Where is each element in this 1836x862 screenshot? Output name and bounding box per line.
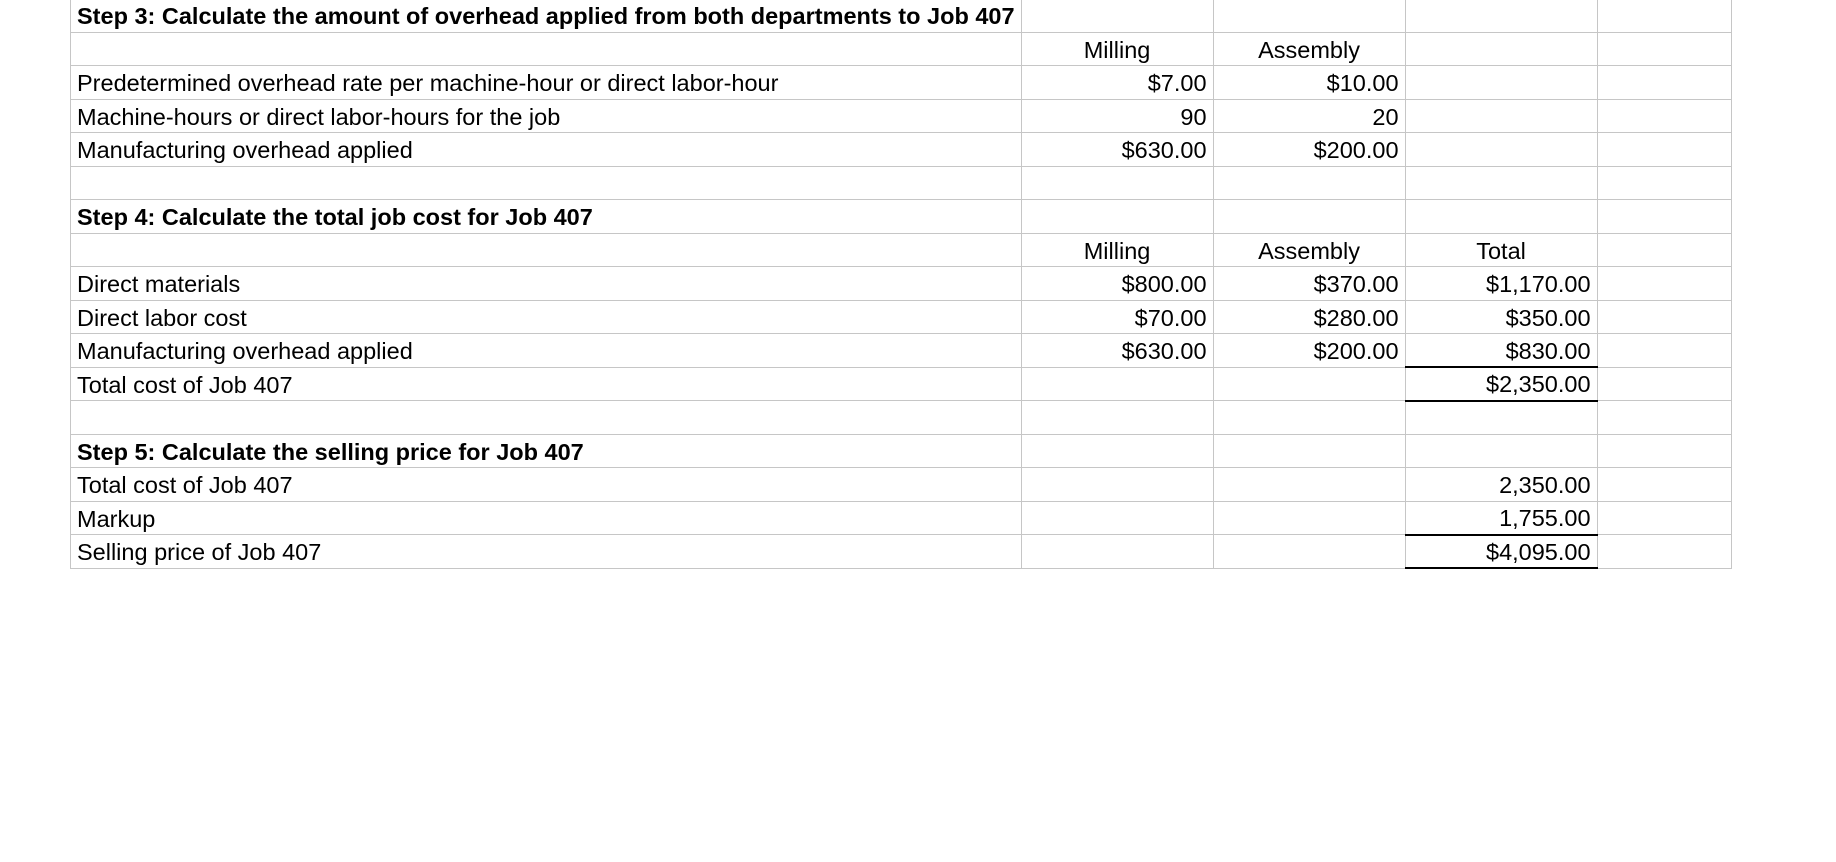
cell[interactable] [1021, 434, 1213, 468]
cell[interactable] [1597, 233, 1731, 267]
table-row [71, 334, 1732, 368]
cell[interactable] [1597, 66, 1731, 100]
table-row [71, 99, 1732, 133]
step3-col-milling[interactable]: Milling [1021, 32, 1213, 66]
step3-title[interactable]: Step 3: Calculate the amount of overhead applied from both departments to Job 407 [71, 0, 1022, 32]
table-row [71, 468, 1732, 502]
row-label[interactable]: Direct labor cost [71, 300, 1022, 334]
cell[interactable] [1213, 535, 1405, 569]
cell[interactable] [1021, 501, 1213, 535]
cell[interactable] [1405, 32, 1597, 66]
milling-value[interactable]: $7.00 [1021, 66, 1213, 100]
assembly-value[interactable]: $10.00 [1213, 66, 1405, 100]
cell[interactable] [71, 32, 1022, 66]
cell[interactable] [1597, 501, 1731, 535]
cell[interactable] [1405, 166, 1597, 200]
cell[interactable] [1597, 32, 1731, 66]
cell[interactable] [1021, 200, 1213, 234]
cell[interactable] [71, 166, 1022, 200]
milling-value[interactable]: $630.00 [1021, 334, 1213, 368]
table-row [71, 66, 1732, 100]
table-row [71, 0, 1732, 32]
row-label[interactable]: Direct materials [71, 267, 1022, 301]
cell[interactable] [1213, 501, 1405, 535]
cell[interactable] [1405, 66, 1597, 100]
step4-col-total[interactable]: Total [1405, 233, 1597, 267]
cell[interactable] [1405, 200, 1597, 234]
total-value[interactable]: 2,350.00 [1405, 468, 1597, 502]
cell[interactable] [1213, 401, 1405, 435]
row-label[interactable]: Selling price of Job 407 [71, 535, 1022, 569]
table-row [71, 200, 1732, 234]
cell[interactable] [1597, 133, 1731, 167]
cell[interactable] [1213, 468, 1405, 502]
table-row [71, 367, 1732, 401]
cell[interactable] [1213, 367, 1405, 401]
row-label[interactable]: Predetermined overhead rate per machine-hour or direct labor-hour [71, 66, 1022, 100]
milling-value[interactable]: 90 [1021, 99, 1213, 133]
table-row [71, 233, 1732, 267]
cell[interactable] [1597, 434, 1731, 468]
total-value[interactable]: $2,350.00 [1405, 367, 1597, 401]
cell[interactable] [1597, 468, 1731, 502]
row-label[interactable]: Manufacturing overhead applied [71, 133, 1022, 167]
milling-value[interactable]: $630.00 [1021, 133, 1213, 167]
cell[interactable] [1597, 267, 1731, 301]
cell[interactable] [1405, 434, 1597, 468]
table-row [71, 434, 1732, 468]
cell[interactable] [1597, 535, 1731, 569]
total-value[interactable]: $830.00 [1405, 334, 1597, 368]
table-row [71, 267, 1732, 301]
total-value[interactable]: $1,170.00 [1405, 267, 1597, 301]
assembly-value[interactable]: $370.00 [1213, 267, 1405, 301]
cell[interactable] [1021, 367, 1213, 401]
step4-col-assembly[interactable]: Assembly [1213, 233, 1405, 267]
row-label[interactable]: Total cost of Job 407 [71, 367, 1022, 401]
cell[interactable] [1597, 367, 1731, 401]
cell[interactable] [1597, 166, 1731, 200]
cell[interactable] [1021, 166, 1213, 200]
cell[interactable] [1021, 0, 1213, 32]
row-label[interactable]: Machine-hours or direct labor-hours for the job [71, 99, 1022, 133]
cell[interactable] [1405, 0, 1597, 32]
cell[interactable] [1597, 401, 1731, 435]
step5-title[interactable]: Step 5: Calculate the selling price for Job 407 [71, 434, 1022, 468]
cell[interactable] [1405, 401, 1597, 435]
cell[interactable] [71, 233, 1022, 267]
cell[interactable] [1405, 99, 1597, 133]
milling-value[interactable]: $70.00 [1021, 300, 1213, 334]
cell[interactable] [1213, 200, 1405, 234]
assembly-value[interactable]: 20 [1213, 99, 1405, 133]
total-value[interactable]: $350.00 [1405, 300, 1597, 334]
table-row [71, 133, 1732, 167]
row-label[interactable]: Total cost of Job 407 [71, 468, 1022, 502]
assembly-value[interactable]: $280.00 [1213, 300, 1405, 334]
table-row [71, 32, 1732, 66]
table-row [71, 401, 1732, 435]
cell[interactable] [1597, 334, 1731, 368]
milling-value[interactable]: $800.00 [1021, 267, 1213, 301]
step4-col-milling[interactable]: Milling [1021, 233, 1213, 267]
step4-title[interactable]: Step 4: Calculate the total job cost for Job 407 [71, 200, 1022, 234]
total-value[interactable]: $4,095.00 [1405, 535, 1597, 569]
cell[interactable] [1213, 166, 1405, 200]
assembly-value[interactable]: $200.00 [1213, 334, 1405, 368]
assembly-value[interactable]: $200.00 [1213, 133, 1405, 167]
cell[interactable] [1021, 401, 1213, 435]
cell[interactable] [1021, 468, 1213, 502]
spreadsheet-grid [70, 0, 1732, 569]
table-row [71, 300, 1732, 334]
cell[interactable] [1597, 200, 1731, 234]
cell[interactable] [1597, 300, 1731, 334]
table-row [71, 166, 1732, 200]
cell[interactable] [1213, 0, 1405, 32]
row-label[interactable]: Markup [71, 501, 1022, 535]
total-value[interactable]: 1,755.00 [1405, 501, 1597, 535]
cell[interactable] [1021, 535, 1213, 569]
table-row [71, 501, 1732, 535]
table-row [71, 535, 1732, 569]
row-label[interactable]: Manufacturing overhead applied [71, 334, 1022, 368]
cell[interactable] [1405, 133, 1597, 167]
step3-col-assembly[interactable]: Assembly [1213, 32, 1405, 66]
cell[interactable] [1597, 0, 1731, 32]
cell[interactable] [71, 401, 1022, 435]
cell[interactable] [1213, 434, 1405, 468]
cell[interactable] [1597, 99, 1731, 133]
